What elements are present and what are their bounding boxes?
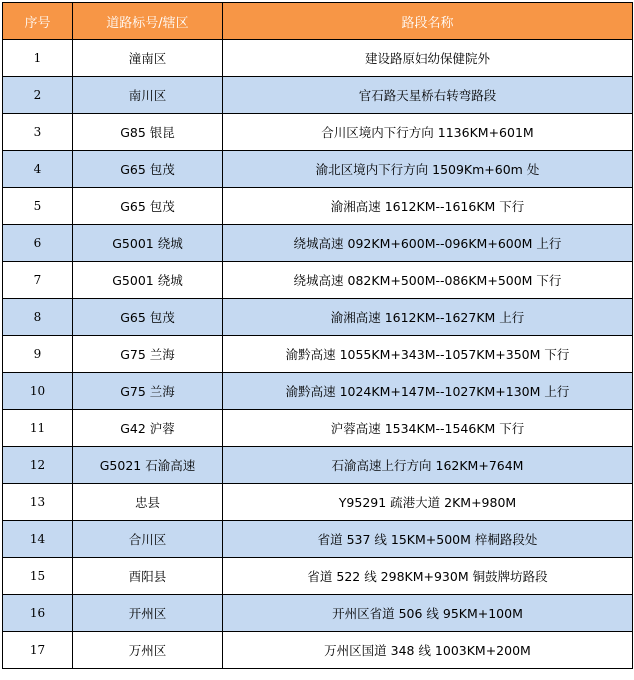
cell-road-code-district: G75 兰海: [73, 373, 223, 410]
cell-segment-name: 万州区国道 348 线 1003KM+200M: [223, 632, 633, 669]
table-row: [3, 299, 633, 336]
cell-segment-name: 渝黔高速 1055KM+343M--1057KM+350M 下行: [223, 336, 633, 373]
cell-serial-number: 10: [3, 373, 73, 410]
table-row: [3, 77, 633, 114]
cell-serial-number: 6: [3, 225, 73, 262]
header-serial-number: 序号: [3, 3, 73, 40]
table-row: [3, 40, 633, 77]
cell-serial-number: 2: [3, 77, 73, 114]
cell-road-code-district: G85 银昆: [73, 114, 223, 151]
table-row: [3, 521, 633, 558]
cell-serial-number: 12: [3, 447, 73, 484]
table-row: [3, 336, 633, 373]
cell-segment-name: 省道 522 线 298KM+930M 铜鼓牌坊路段: [223, 558, 633, 595]
table-body: [3, 40, 633, 669]
cell-serial-number: 13: [3, 484, 73, 521]
cell-serial-number: 9: [3, 336, 73, 373]
cell-road-code-district: G5001 绕城: [73, 225, 223, 262]
cell-segment-name: 石渝高速上行方向 162KM+764M: [223, 447, 633, 484]
cell-road-code-district: G42 沪蓉: [73, 410, 223, 447]
cell-serial-number: 7: [3, 262, 73, 299]
table-row: [3, 447, 633, 484]
cell-segment-name: 渝北区境内下行方向 1509Km+60m 处: [223, 151, 633, 188]
table-row: [3, 151, 633, 188]
road-segment-table: [2, 2, 633, 669]
table-row: [3, 225, 633, 262]
cell-road-code-district: G65 包茂: [73, 151, 223, 188]
table-row: [3, 632, 633, 669]
header-road-code-district: 道路标号/辖区: [73, 3, 223, 40]
cell-road-code-district: G75 兰海: [73, 336, 223, 373]
cell-road-code-district: G65 包茂: [73, 188, 223, 225]
cell-road-code-district: 南川区: [73, 77, 223, 114]
table-header: [3, 3, 633, 40]
cell-road-code-district: 酉阳县: [73, 558, 223, 595]
table-row: [3, 114, 633, 151]
cell-segment-name: 建设路原妇幼保健院外: [223, 40, 633, 77]
cell-serial-number: 14: [3, 521, 73, 558]
cell-road-code-district: G5001 绕城: [73, 262, 223, 299]
cell-segment-name: 绕城高速 082KM+500M--086KM+500M 下行: [223, 262, 633, 299]
cell-serial-number: 3: [3, 114, 73, 151]
cell-serial-number: 5: [3, 188, 73, 225]
cell-segment-name: 合川区境内下行方向 1136KM+601M: [223, 114, 633, 151]
cell-serial-number: 4: [3, 151, 73, 188]
cell-serial-number: 1: [3, 40, 73, 77]
cell-serial-number: 16: [3, 595, 73, 632]
cell-serial-number: 17: [3, 632, 73, 669]
cell-road-code-district: G5021 石渝高速: [73, 447, 223, 484]
table-row: [3, 484, 633, 521]
table-row: [3, 558, 633, 595]
header-row: [3, 3, 633, 40]
cell-segment-name: 开州区省道 506 线 95KM+100M: [223, 595, 633, 632]
cell-segment-name: Y95291 疏港大道 2KM+980M: [223, 484, 633, 521]
cell-segment-name: 官石路天星桥右转弯路段: [223, 77, 633, 114]
table-row: [3, 410, 633, 447]
table-row: [3, 262, 633, 299]
cell-road-code-district: 合川区: [73, 521, 223, 558]
cell-road-code-district: 开州区: [73, 595, 223, 632]
cell-segment-name: 绕城高速 092KM+600M--096KM+600M 上行: [223, 225, 633, 262]
cell-segment-name: 渝湘高速 1612KM--1616KM 下行: [223, 188, 633, 225]
cell-segment-name: 渝黔高速 1024KM+147M--1027KM+130M 上行: [223, 373, 633, 410]
cell-serial-number: 8: [3, 299, 73, 336]
table-row: [3, 373, 633, 410]
cell-segment-name: 省道 537 线 15KM+500M 梓桐路段处: [223, 521, 633, 558]
cell-road-code-district: G65 包茂: [73, 299, 223, 336]
table-row: [3, 595, 633, 632]
cell-segment-name: 沪蓉高速 1534KM--1546KM 下行: [223, 410, 633, 447]
header-segment-name: 路段名称: [223, 3, 633, 40]
cell-road-code-district: 潼南区: [73, 40, 223, 77]
table-row: [3, 188, 633, 225]
cell-segment-name: 渝湘高速 1612KM--1627KM 上行: [223, 299, 633, 336]
cell-serial-number: 15: [3, 558, 73, 595]
cell-road-code-district: 万州区: [73, 632, 223, 669]
cell-serial-number: 11: [3, 410, 73, 447]
cell-road-code-district: 忠县: [73, 484, 223, 521]
